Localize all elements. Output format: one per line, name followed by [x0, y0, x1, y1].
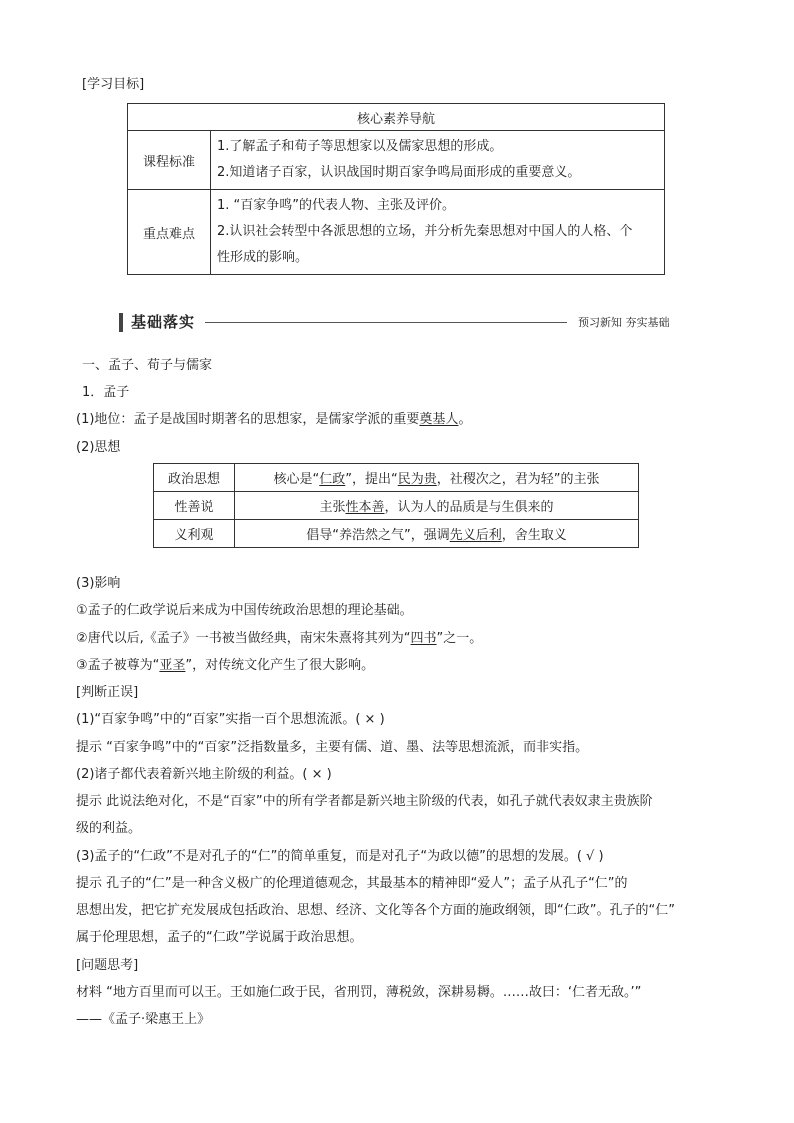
influence-item-1: ①孟子的仁政学说后来成为中国传统政治思想的理论基础。: [76, 603, 413, 618]
mencius-thought-table: [153, 463, 639, 548]
objective-item: 性形成的影响。: [217, 250, 309, 265]
thought-value: 核心是“仁政”，提出“民为贵，社稷次之，君为轻”的主张: [235, 464, 639, 492]
judge-question-1: (1)“百家争鸣”中的“百家”实指一百个思想流派。( × ): [76, 712, 385, 727]
row-label-key-difficulties: 重点难点: [128, 190, 211, 275]
table-row: [154, 492, 639, 520]
thought-value: 倡导“养浩然之气”，强调先义后利，舍生取义: [235, 520, 639, 548]
objectives-table: [127, 103, 665, 275]
table-row: [154, 520, 639, 548]
curriculum-standard-content: [211, 131, 665, 190]
influence-item-3: ③孟子被尊为“亚圣”，对传统文化产生了很大影响。: [76, 658, 375, 673]
judge-question-2: (2)诸子都代表着新兴地主阶级的利益。( × ): [76, 767, 332, 782]
material-source: ——《孟子·梁惠王上》: [76, 1012, 211, 1027]
thought-key: 性善说: [154, 492, 235, 520]
thought-key: 义利观: [154, 520, 235, 548]
objective-item: 2.认识社会转型中各派思想的立场，并分析先秦思想对中国人的人格、个: [217, 224, 633, 239]
objective-item: 2.知道诸子百家，认识战国时期百家争鸣局面形成的重要意义。: [217, 165, 581, 180]
judge-hint-1: 提示 “百家争鸣”中的“百家”泛指数量多，主要有儒、道、墨、法等思想流派，而非实指。: [76, 740, 589, 755]
judge-hint-3-cont: 思想出发，把它扩充发展成包括政治、思想、经济、文化等各个方面的施政纲领，即“仁政”。孔子的“仁”: [76, 903, 675, 918]
influence-heading: (3)影响: [76, 576, 121, 591]
objective-item: 1.了解孟子和荀子等思想家以及儒家思想的形成。: [217, 139, 503, 154]
thought-key: 政治思想: [154, 464, 235, 492]
row-label-curriculum-standard: 课程标准: [128, 131, 211, 190]
influence-item-2: ②唐代以后,《孟子》一书被当做经典，南宋朱熹将其列为“四书”之一。: [76, 631, 483, 646]
section-label-objectives: [学习目标]: [82, 77, 145, 92]
key-difficulties-content: [211, 190, 665, 275]
thought-value: 主张性本善，认为人的品质是与生俱来的: [235, 492, 639, 520]
judge-heading: [判断正误]: [76, 685, 139, 700]
objective-item: 1. “百家争鸣”的代表人物、主张及评价。: [217, 198, 456, 213]
thought-heading: (2)思想: [76, 440, 121, 455]
judge-hint-2-cont: 级的利益。: [76, 821, 142, 836]
subheading-mencius: 1．孟子: [82, 385, 130, 400]
banner-subtitle: 预习新知 夯实基础: [578, 316, 670, 329]
judge-hint-3: 提示 孔子的“仁”是一种含义极广的伦理道德观念，其最基本的精神即“爱人”；孟子从孔子“仁”的: [76, 876, 628, 891]
judge-hint-3-cont2: 属于伦理思想，孟子的“仁政”学说属于政治思想。: [76, 930, 363, 945]
part1-heading: 一、孟子、荀子与儒家: [82, 358, 213, 373]
question-heading: [问题思考]: [76, 958, 139, 973]
banner-accent-bar: [119, 313, 123, 332]
judge-question-3: (3)孟子的“仁政”不是对孔子的“仁”的简单重复，而是对孔子“为政以德”的思想的发展。( √ ): [76, 849, 604, 864]
banner-divider-line: [205, 322, 567, 323]
table-row: [154, 464, 639, 492]
material-text: 材料 “地方百里而可以王。王如施仁政于民，省刑罚，薄税敛，深耕易耨。……故曰：‘仁者无敌。’”: [76, 985, 642, 1000]
judge-hint-2: 提示 此说法绝对化，不是“百家”中的所有学者都是新兴地主阶级的代表，如孔子就代表奴隶主贵族阶: [76, 794, 653, 809]
objectives-table-title: 核心素养导航: [128, 104, 665, 131]
banner-title: 基础落实: [131, 313, 196, 331]
mencius-status: (1)地位：孟子是战国时期著名的思想家，是儒家学派的重要奠基人。: [76, 412, 472, 427]
